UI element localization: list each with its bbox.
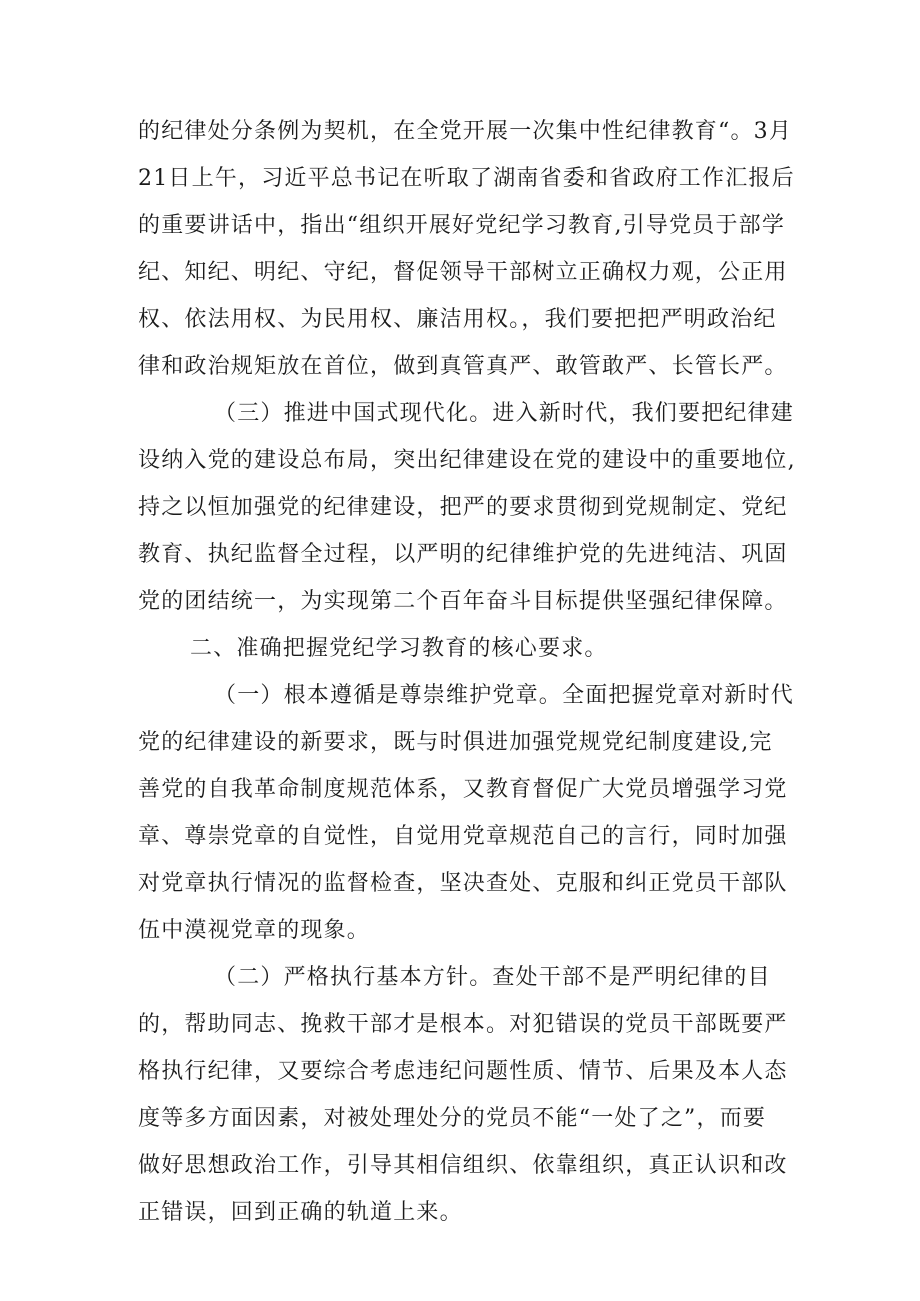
- text-line: 设纳入党的建设总布局，突出纪律建设在党的建设中的重要地位,: [138, 448, 796, 473]
- text-line: 做好思想政治工作，引导其相信组织、依靠组织，真正认识和改: [138, 1153, 788, 1178]
- text-line: 的，帮助同志、挽救干部才是根本。对犯错误的党员干部既要严: [138, 1012, 788, 1037]
- text-line: 权、依法用权、为民用权、廉洁用权。，我们要把把严明政治纪: [138, 307, 777, 332]
- text-line: 章、尊崇党章的自觉性，自觉用党章规范自己的言行，同时加强: [138, 824, 788, 849]
- text-line: 21日上午，习近平总书记在听取了湖南省委和省政府工作汇报后: [138, 166, 795, 191]
- text-line: 纪、知纪、明纪、守纪，督促领导干部树立正确权力观，公正用: [138, 260, 788, 285]
- text-line: 律和政治规矩放在首位，做到真管真严、敢管敢严、长管长严。: [138, 354, 788, 379]
- paragraph-heading: （二）严格执行基本方针。查处干部不是严明纪律的目: [214, 965, 771, 990]
- text-line: 格执行纪律，又要综合考虑违纪问题性质、情节、后果及本人态: [138, 1059, 788, 1084]
- text-line: 党的团结统一，为实现第二个百年奋斗目标提供坚强纪律保障。: [138, 589, 788, 614]
- text-line: 教育、执纪监督全过程，以严明的纪律维护党的先进纯洁、巩固: [138, 542, 788, 567]
- text-line: 党的纪律建设的新要求，既与时俱进加强党规党纪制度建设,完: [138, 730, 773, 755]
- text-line: 的纪律处分条例为契机，在全党开展一次集中性纪律教育“。3月: [138, 119, 793, 144]
- text-line: 度等多方面因素，对被处理处分的党员不能“一处了之”，而要: [138, 1106, 767, 1131]
- text-line: 持之以恒加强党的纪律建设，把严的要求贯彻到党规制定、党纪: [138, 495, 788, 520]
- text-line: 对党章执行情况的监督检查，坚决查处、克服和纠正党员干部队: [138, 871, 788, 896]
- text-line: 善党的自我革命制度规范体系，又教育督促广大党员增强学习党: [138, 777, 788, 802]
- text-line: 伍中漠视党章的现象。: [138, 918, 371, 943]
- paragraph-heading: （三）推进中国式现代化。进入新时代，我们要把纪律建: [214, 401, 795, 426]
- section-heading: 二、准确把握党纪学习教育的核心要求。: [190, 636, 608, 661]
- text-line: 正错误，回到正确的轨道上来。: [138, 1200, 463, 1225]
- paragraph-heading: （一）根本遵循是尊崇维护党章。全面把握党章对新时代: [214, 683, 795, 708]
- text-line: 的重要讲话中，指出“组织开展好党纪学习教育,引导党员于部学: [138, 213, 786, 238]
